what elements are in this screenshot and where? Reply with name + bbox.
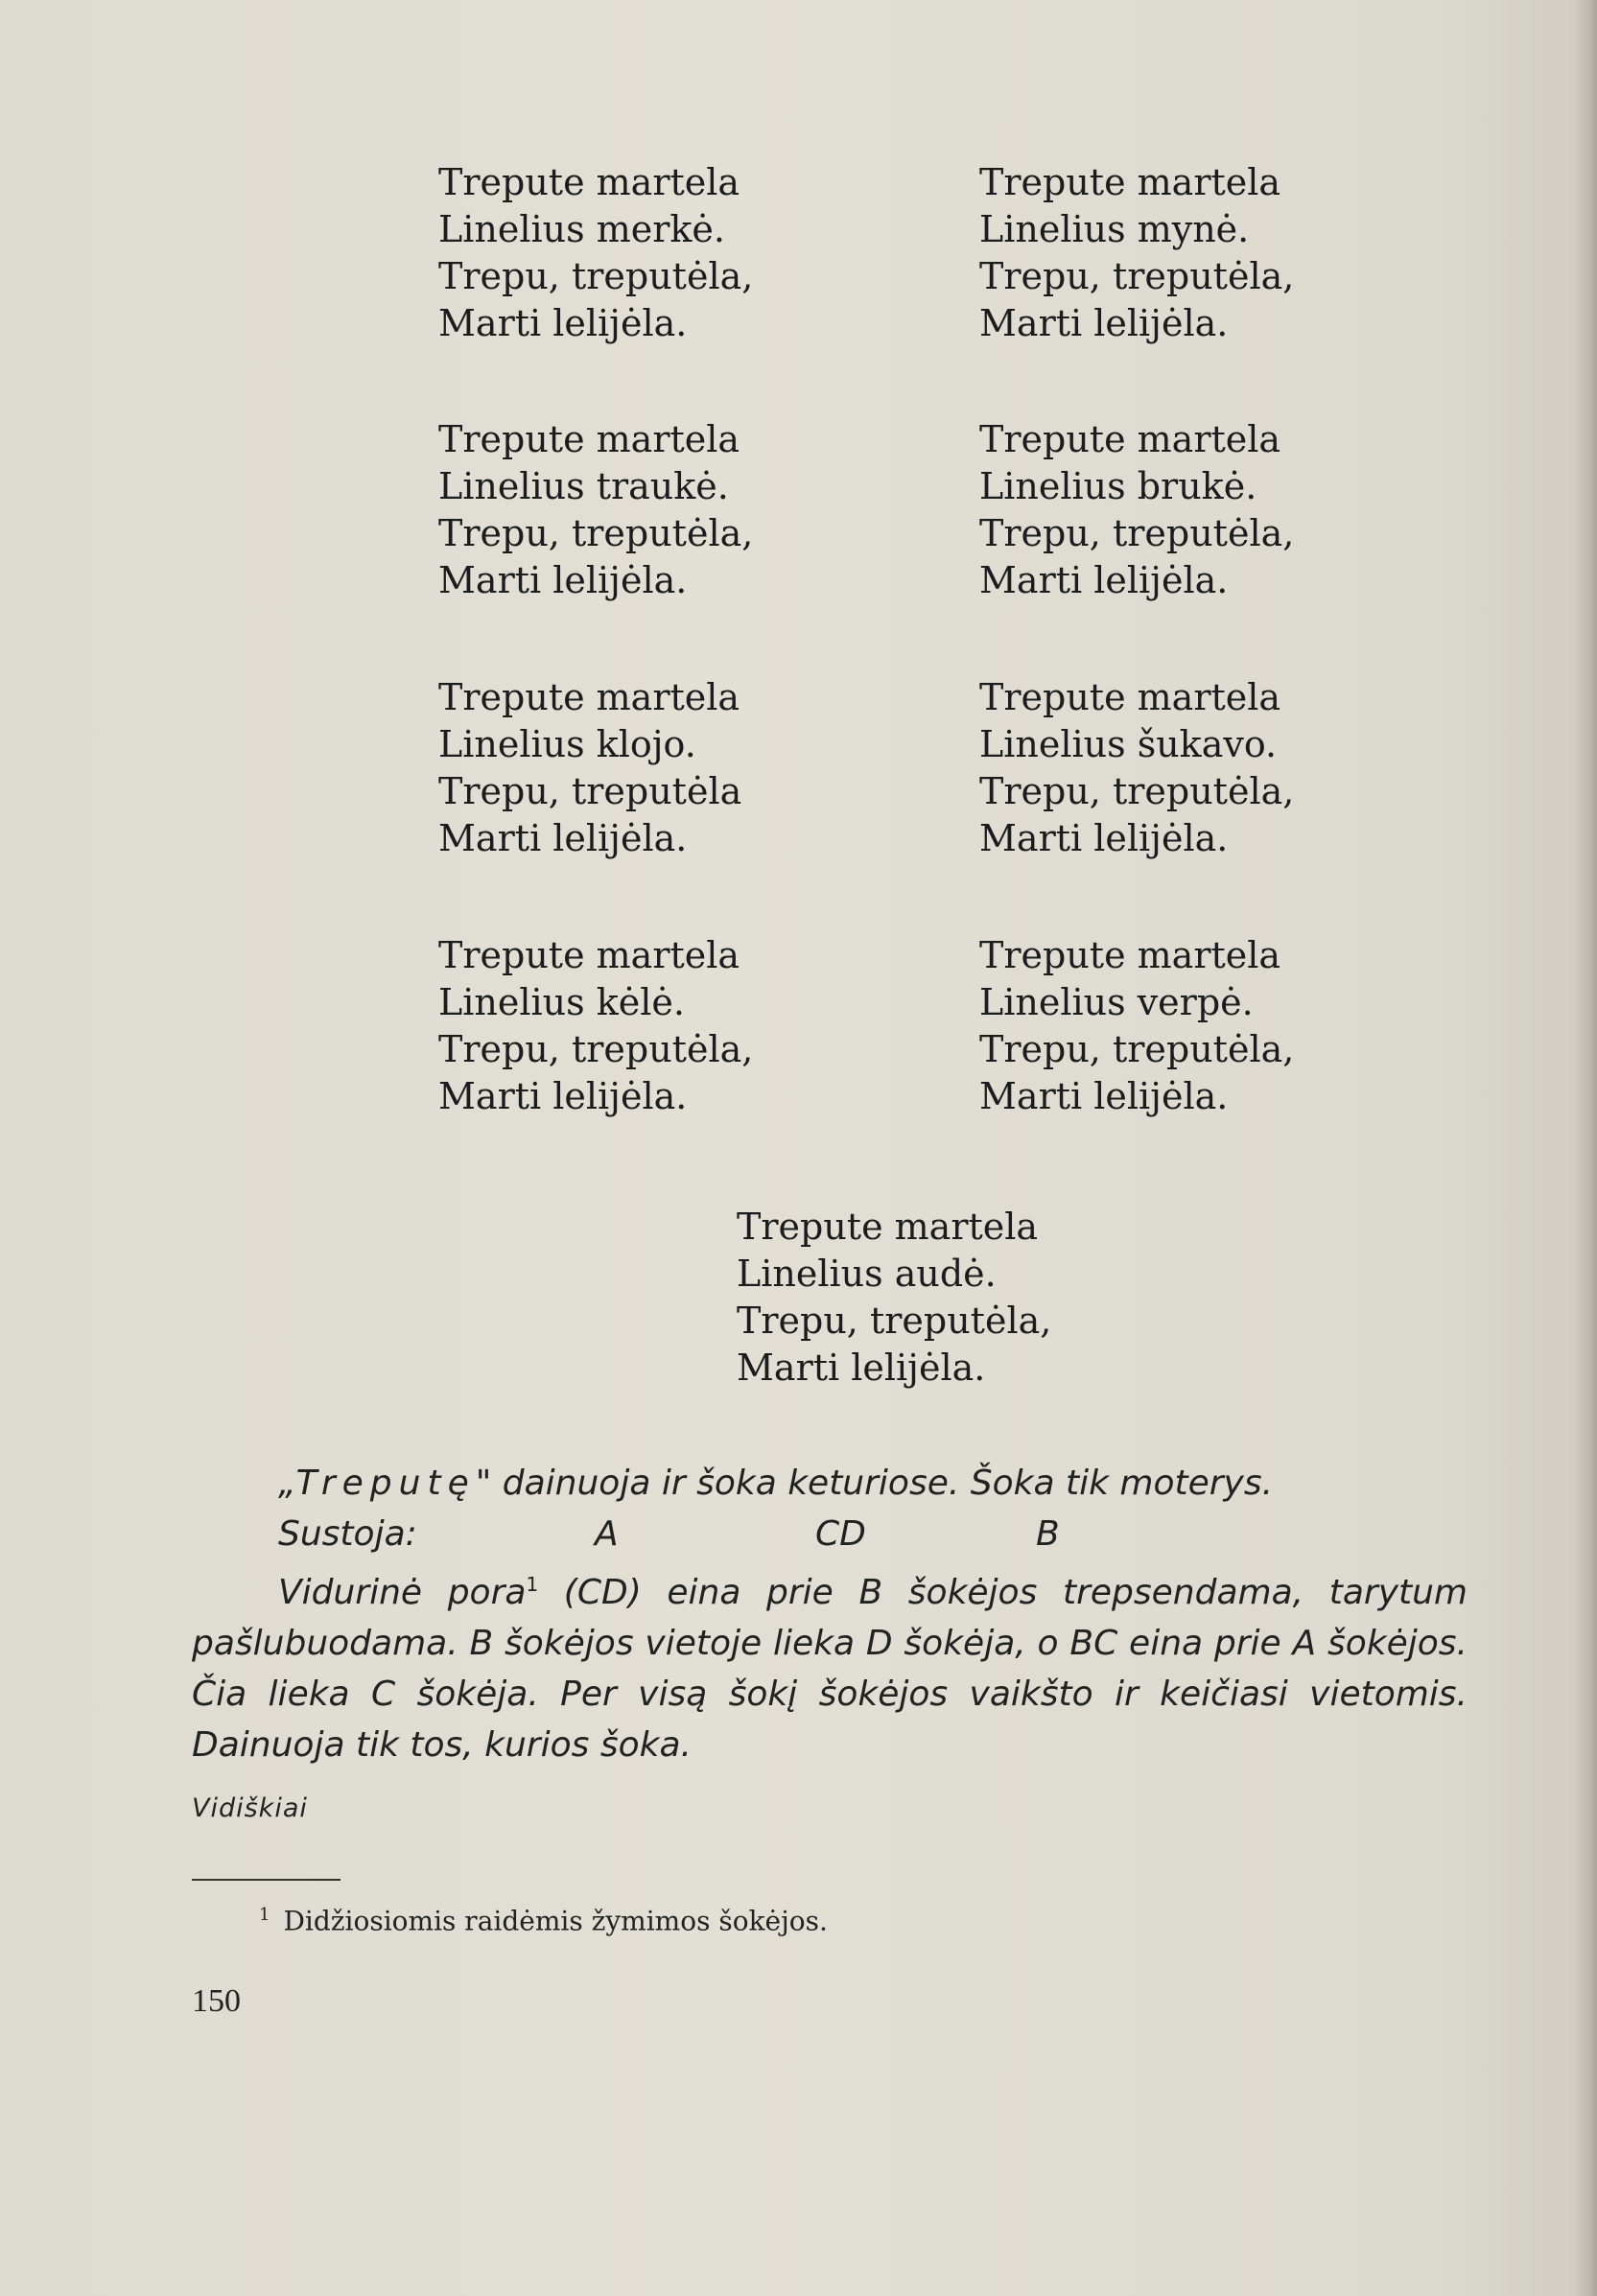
footnote-mark: 1 [259,1905,270,1925]
stanza-line: Trepute martela [438,161,740,203]
footnote-ref[interactable]: 1 [526,1573,539,1596]
stanza-2 [979,159,1294,347]
stanza-8 [979,932,1294,1120]
stanza-line: Trepu, treputėla, [438,512,754,554]
place-name: Vidiškiai [192,1793,308,1823]
description-intro [192,1458,1468,1509]
stanza-1 [438,159,753,347]
stanza-5 [438,674,741,862]
stanza-line: Marti lelijėla. [438,559,688,601]
stanza-line: Linelius merkė. [438,208,725,250]
stanza-line: Trepu, treputėla, [979,512,1295,554]
stanza-6 [979,674,1294,862]
song-title: Treputę [295,1464,476,1503]
stanza-line: Marti lelijėla. [979,817,1229,859]
stop-positions [278,1509,1468,1559]
stanza-line: Linelius brukė. [979,465,1257,507]
stanza-line: Trepu, treputėla, [438,255,754,297]
stop-letter: A [595,1514,619,1554]
stanza-line: Linelius traukė. [438,465,729,507]
stanza-line: Marti lelijėla. [979,1075,1229,1117]
stanza-line: Trepute martela [737,1206,1039,1248]
stanza-line: Marti lelijėla. [438,817,688,859]
page-number: 150 [192,1983,241,2019]
stanza-line: Trepute martela [438,676,740,718]
quote-close: " [475,1464,492,1503]
footnote [259,1898,828,1938]
body-rest: (CD) eina prie B šokėjos trepsendama, tarytum pašlubuodama. B šokėjos vietoje lieka D šokėja, o BC eina prie A šokėjos. Čia lieka C šokėja. Per visą šokį šokėjos vaikšto ir keičiasi vietomis. Dainuoja tik tos, kurios šoka. [192,1573,1468,1765]
stanza-line: Linelius šukavo. [979,723,1278,765]
stanza-line: Marti lelijėla. [979,559,1229,601]
stanza-line: Trepute martela [438,418,740,460]
footnote-divider [192,1879,341,1881]
quote-open: „ [278,1464,296,1503]
stanza-line: Marti lelijėla. [438,302,688,344]
dance-description [192,1458,1468,1770]
stanza-3 [438,416,753,604]
body-start: Vidurinė pora [278,1573,527,1612]
intro-text: dainuoja ir šoka keturiose. Šoka tik moterys. [491,1464,1274,1503]
stanza-line: Trepu, treputėla, [979,255,1295,297]
stanza-line: Trepute martela [438,934,740,976]
stops-label: Sustoja: [278,1514,417,1554]
stop-letter: CD [815,1514,866,1554]
stanza-line: Trepute martela [979,418,1281,460]
stanza-line: Trepute martela [979,934,1281,976]
stanza-line: Trepu, treputėla, [979,770,1295,812]
stop-letter: B [1036,1514,1060,1554]
stanza-9 [737,1204,1051,1392]
stanza-line: Linelius mynė. [979,208,1250,250]
stanza-line: Linelius klojo. [438,723,696,765]
stanza-line: Trepute martela [979,161,1281,203]
stanza-4 [979,416,1294,604]
description-body [192,1559,1468,1770]
stanza-line: Trepu, treputėla [438,770,742,812]
page-edge-shadow [1576,0,1597,2296]
stanza-line: Linelius audė. [737,1253,997,1295]
stanza-line: Linelius verpė. [979,981,1254,1023]
stanza-7 [438,932,753,1120]
stanza-line: Trepu, treputėla, [737,1300,1052,1342]
stanza-line: Marti lelijėla. [979,302,1229,344]
footnote-text: Didžiosiomis raidėmis žymimos šokėjos. [283,1905,828,1937]
stanza-line: Trepu, treputėla, [979,1028,1295,1070]
stanza-line: Linelius kėlė. [438,981,685,1023]
stanza-line: Trepu, treputėla, [438,1028,754,1070]
stanza-line: Marti lelijėla. [438,1075,688,1117]
stanza-line: Trepute martela [979,676,1281,718]
stanza-line: Marti lelijėla. [737,1347,986,1389]
